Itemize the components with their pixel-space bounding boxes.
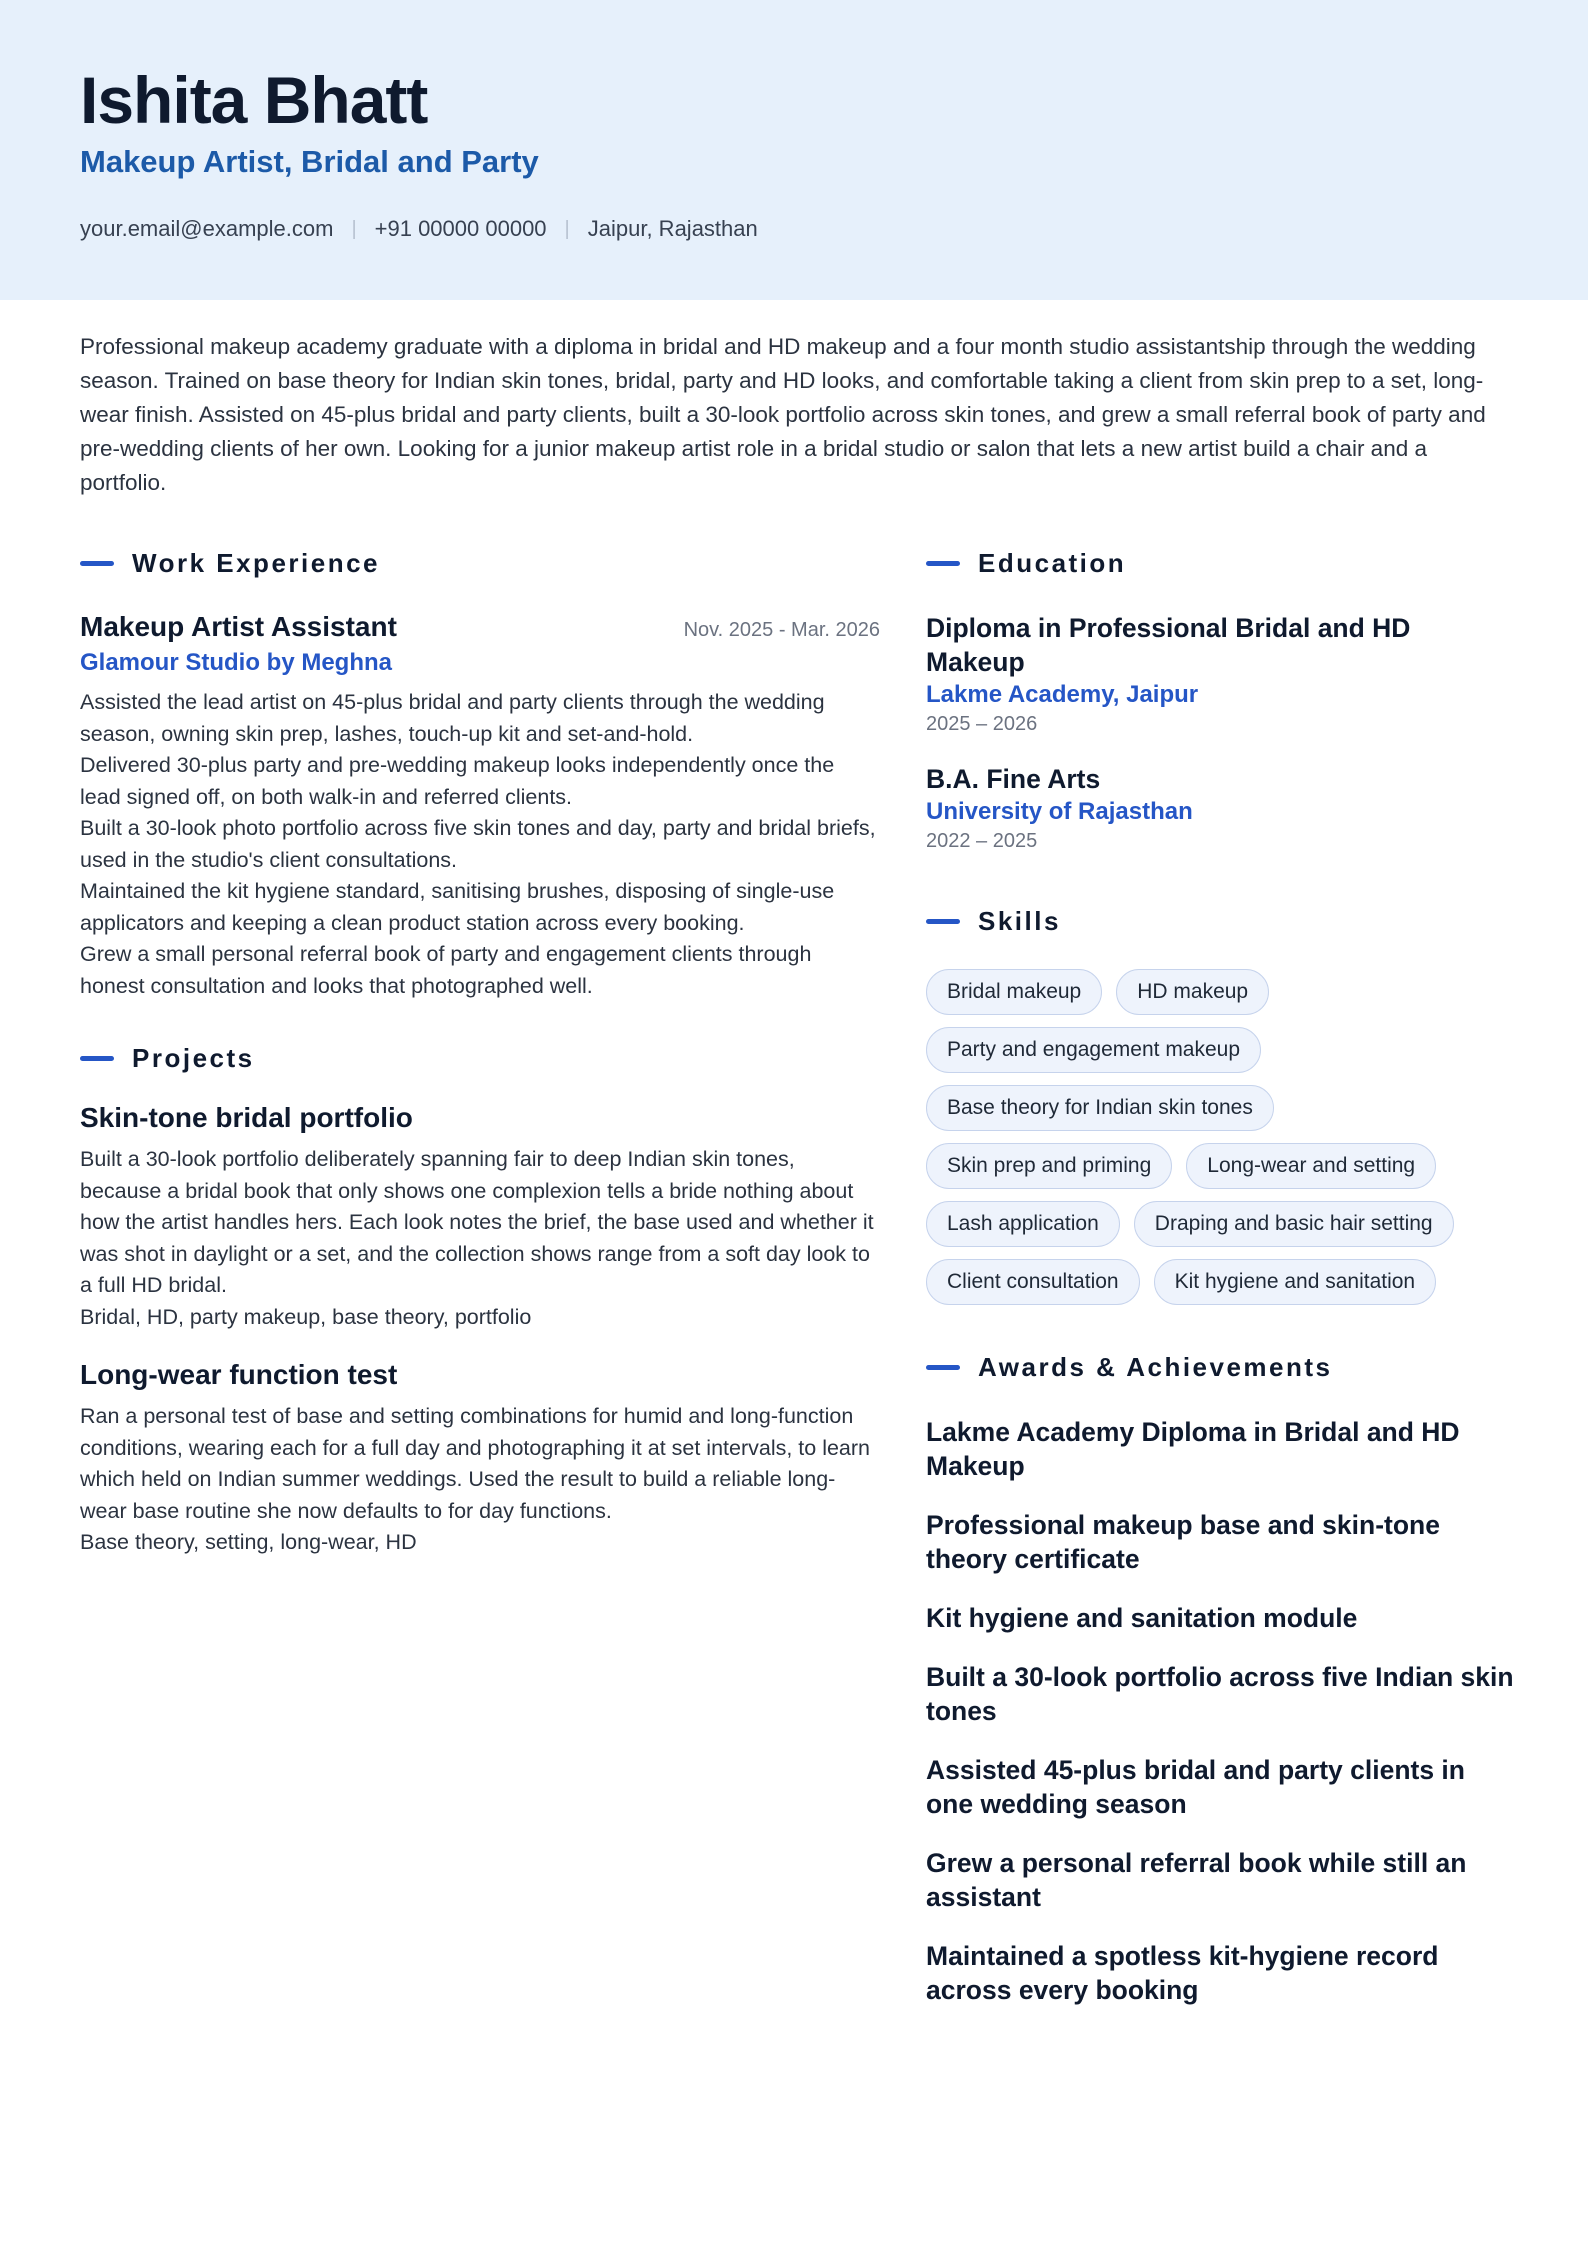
award-item: Maintained a spotless kit-hygiene record across every booking: [926, 1941, 1439, 2005]
section-accent-bar: [80, 1056, 114, 1061]
section-title: Awards & Achievements: [978, 1351, 1333, 1382]
awards-list: [926, 1415, 1516, 2007]
skill-pill: Party and engagement makeup: [926, 1027, 1261, 1073]
job-title: Makeup Artist Assistant: [80, 611, 397, 642]
skill-pill: Lash application: [926, 1201, 1120, 1247]
education-years: 2025 – 2026: [926, 713, 1038, 735]
education-school: University of Rajasthan: [926, 798, 1193, 825]
job-line: Delivered 30-plus party and pre-wedding makeup looks independently once the lead signed off, on both walk-in and referred clients.: [80, 753, 835, 809]
project-description: [80, 1401, 880, 1559]
education-heading: [926, 545, 1516, 581]
project-tags: Base theory, setting, long-wear, HD: [80, 1530, 417, 1554]
job-dates: Nov. 2025 - Mar. 2026: [683, 619, 880, 641]
education-school: Lakme Academy, Jaipur: [926, 681, 1199, 708]
project-text: Ran a personal test of base and setting combinations for humid and long-function conditions, wearing each for a full day and photographing it at set intervals, to learn which held on Indian summer weddings. Used the result to build a reliable long-wear base routine she now defaults to for day functions.: [80, 1404, 871, 1523]
work-experience-heading: [80, 545, 880, 581]
award-item: Professional makeup base and skin-tone theory certificate: [926, 1510, 1440, 1574]
projects-heading: [80, 1040, 880, 1076]
job-entry: [80, 611, 880, 1002]
job-line: Built a 30-look photo portfolio across five skin tones and day, party and bridal briefs, used in the studio's client consultations.: [80, 816, 876, 872]
candidate-name: Ishita Bhatt: [80, 63, 428, 137]
award-item: Lakme Academy Diploma in Bridal and HD Makeup: [926, 1417, 1460, 1481]
contact-location: Jaipur, Rajasthan: [587, 216, 758, 241]
left-column: [80, 545, 880, 1559]
project-description: [80, 1144, 880, 1333]
section-title: Projects: [132, 1042, 255, 1073]
awards-heading: [926, 1349, 1516, 1385]
education-years: 2022 – 2025: [926, 830, 1038, 852]
project-text: Built a 30-look portfolio deliberately spanning fair to deep Indian skin tones, because a bridal book that only shows one complexion tells a bride nothing about how the artist handles hers. Each look notes the brief, the base used and whether it was shot in daylight or a set, and the collection shows range from a soft day look to a full HD bridal.: [80, 1147, 874, 1297]
skill-pill: Client consultation: [926, 1259, 1140, 1305]
education-entry: [926, 611, 1516, 736]
contact-separator: |: [564, 217, 570, 240]
award-item: Kit hygiene and sanitation module: [926, 1603, 1358, 1633]
award-item: Built a 30-look portfolio across five Indian skin tones: [926, 1662, 1514, 1726]
project-title: Skin-tone bridal portfolio: [80, 1102, 413, 1133]
skills-list: [926, 969, 1516, 1305]
project-title: Long-wear function test: [80, 1359, 398, 1390]
contact-line: [80, 216, 758, 242]
resume-header: [0, 0, 1588, 300]
skill-pill: Kit hygiene and sanitation: [1154, 1259, 1437, 1305]
award-item: Grew a personal referral book while still an assistant: [926, 1848, 1467, 1912]
project-entry: [80, 1359, 880, 1559]
skill-pill: Long-wear and setting: [1186, 1143, 1436, 1189]
candidate-role: Makeup Artist, Bridal and Party: [80, 144, 539, 179]
profile-summary: Professional makeup academy graduate with a diploma in bridal and HD makeup and a four month studio assistantship through the wedding season. Trained on base theory for Indian skin tones, bridal, party and HD looks, and comfortable taking a client from skin prep to a set, long-wear finish. Assisted on 45-plus bridal and party clients, built a 30-look portfolio across skin tones, and grew a small referral book of party and pre-wedding clients of her own. Looking for a junior makeup artist role in a bridal studio or salon that lets a new artist build a chair and a portfolio.: [80, 334, 1486, 495]
section-accent-bar: [80, 561, 114, 566]
skill-pill: Bridal makeup: [926, 969, 1102, 1015]
education-title: Diploma in Professional Bridal and HD Makeup: [926, 613, 1411, 677]
section-title: Education: [978, 547, 1127, 578]
section-title: Skills: [978, 905, 1061, 936]
right-column: [926, 545, 1516, 2032]
skills-heading: [926, 903, 1516, 939]
section-title: Work Experience: [132, 547, 381, 578]
contact-phone: +91 00000 00000: [374, 216, 547, 241]
project-entry: [80, 1102, 880, 1333]
job-line: Assisted the lead artist on 45-plus bridal and party clients through the wedding season, owning skin prep, lashes, touch-up kit and set-and-hold.: [80, 690, 825, 746]
job-description: [80, 687, 880, 1002]
skill-pill: HD makeup: [1116, 969, 1269, 1015]
job-line: Grew a small personal referral book of party and engagement clients through honest consultation and looks that photographed well.: [80, 942, 812, 998]
contact-separator: |: [351, 217, 357, 240]
contact-email: your.email@example.com: [80, 216, 334, 241]
award-item: Assisted 45-plus bridal and party clients in one wedding season: [926, 1755, 1465, 1819]
job-line: Maintained the kit hygiene standard, sanitising brushes, disposing of single-use applicators and keeping a clean product station across every booking.: [80, 879, 835, 935]
skill-pill: Skin prep and priming: [926, 1143, 1172, 1189]
education-entry: [926, 762, 1516, 853]
section-accent-bar: [926, 919, 960, 924]
job-company: Glamour Studio by Meghna: [80, 649, 393, 676]
section-accent-bar: [926, 561, 960, 566]
section-accent-bar: [926, 1365, 960, 1370]
project-tags: Bridal, HD, party makeup, base theory, portfolio: [80, 1304, 532, 1329]
skill-pill: Base theory for Indian skin tones: [926, 1085, 1274, 1131]
skill-pill: Draping and basic hair setting: [1134, 1201, 1454, 1247]
education-title: B.A. Fine Arts: [926, 764, 1101, 794]
